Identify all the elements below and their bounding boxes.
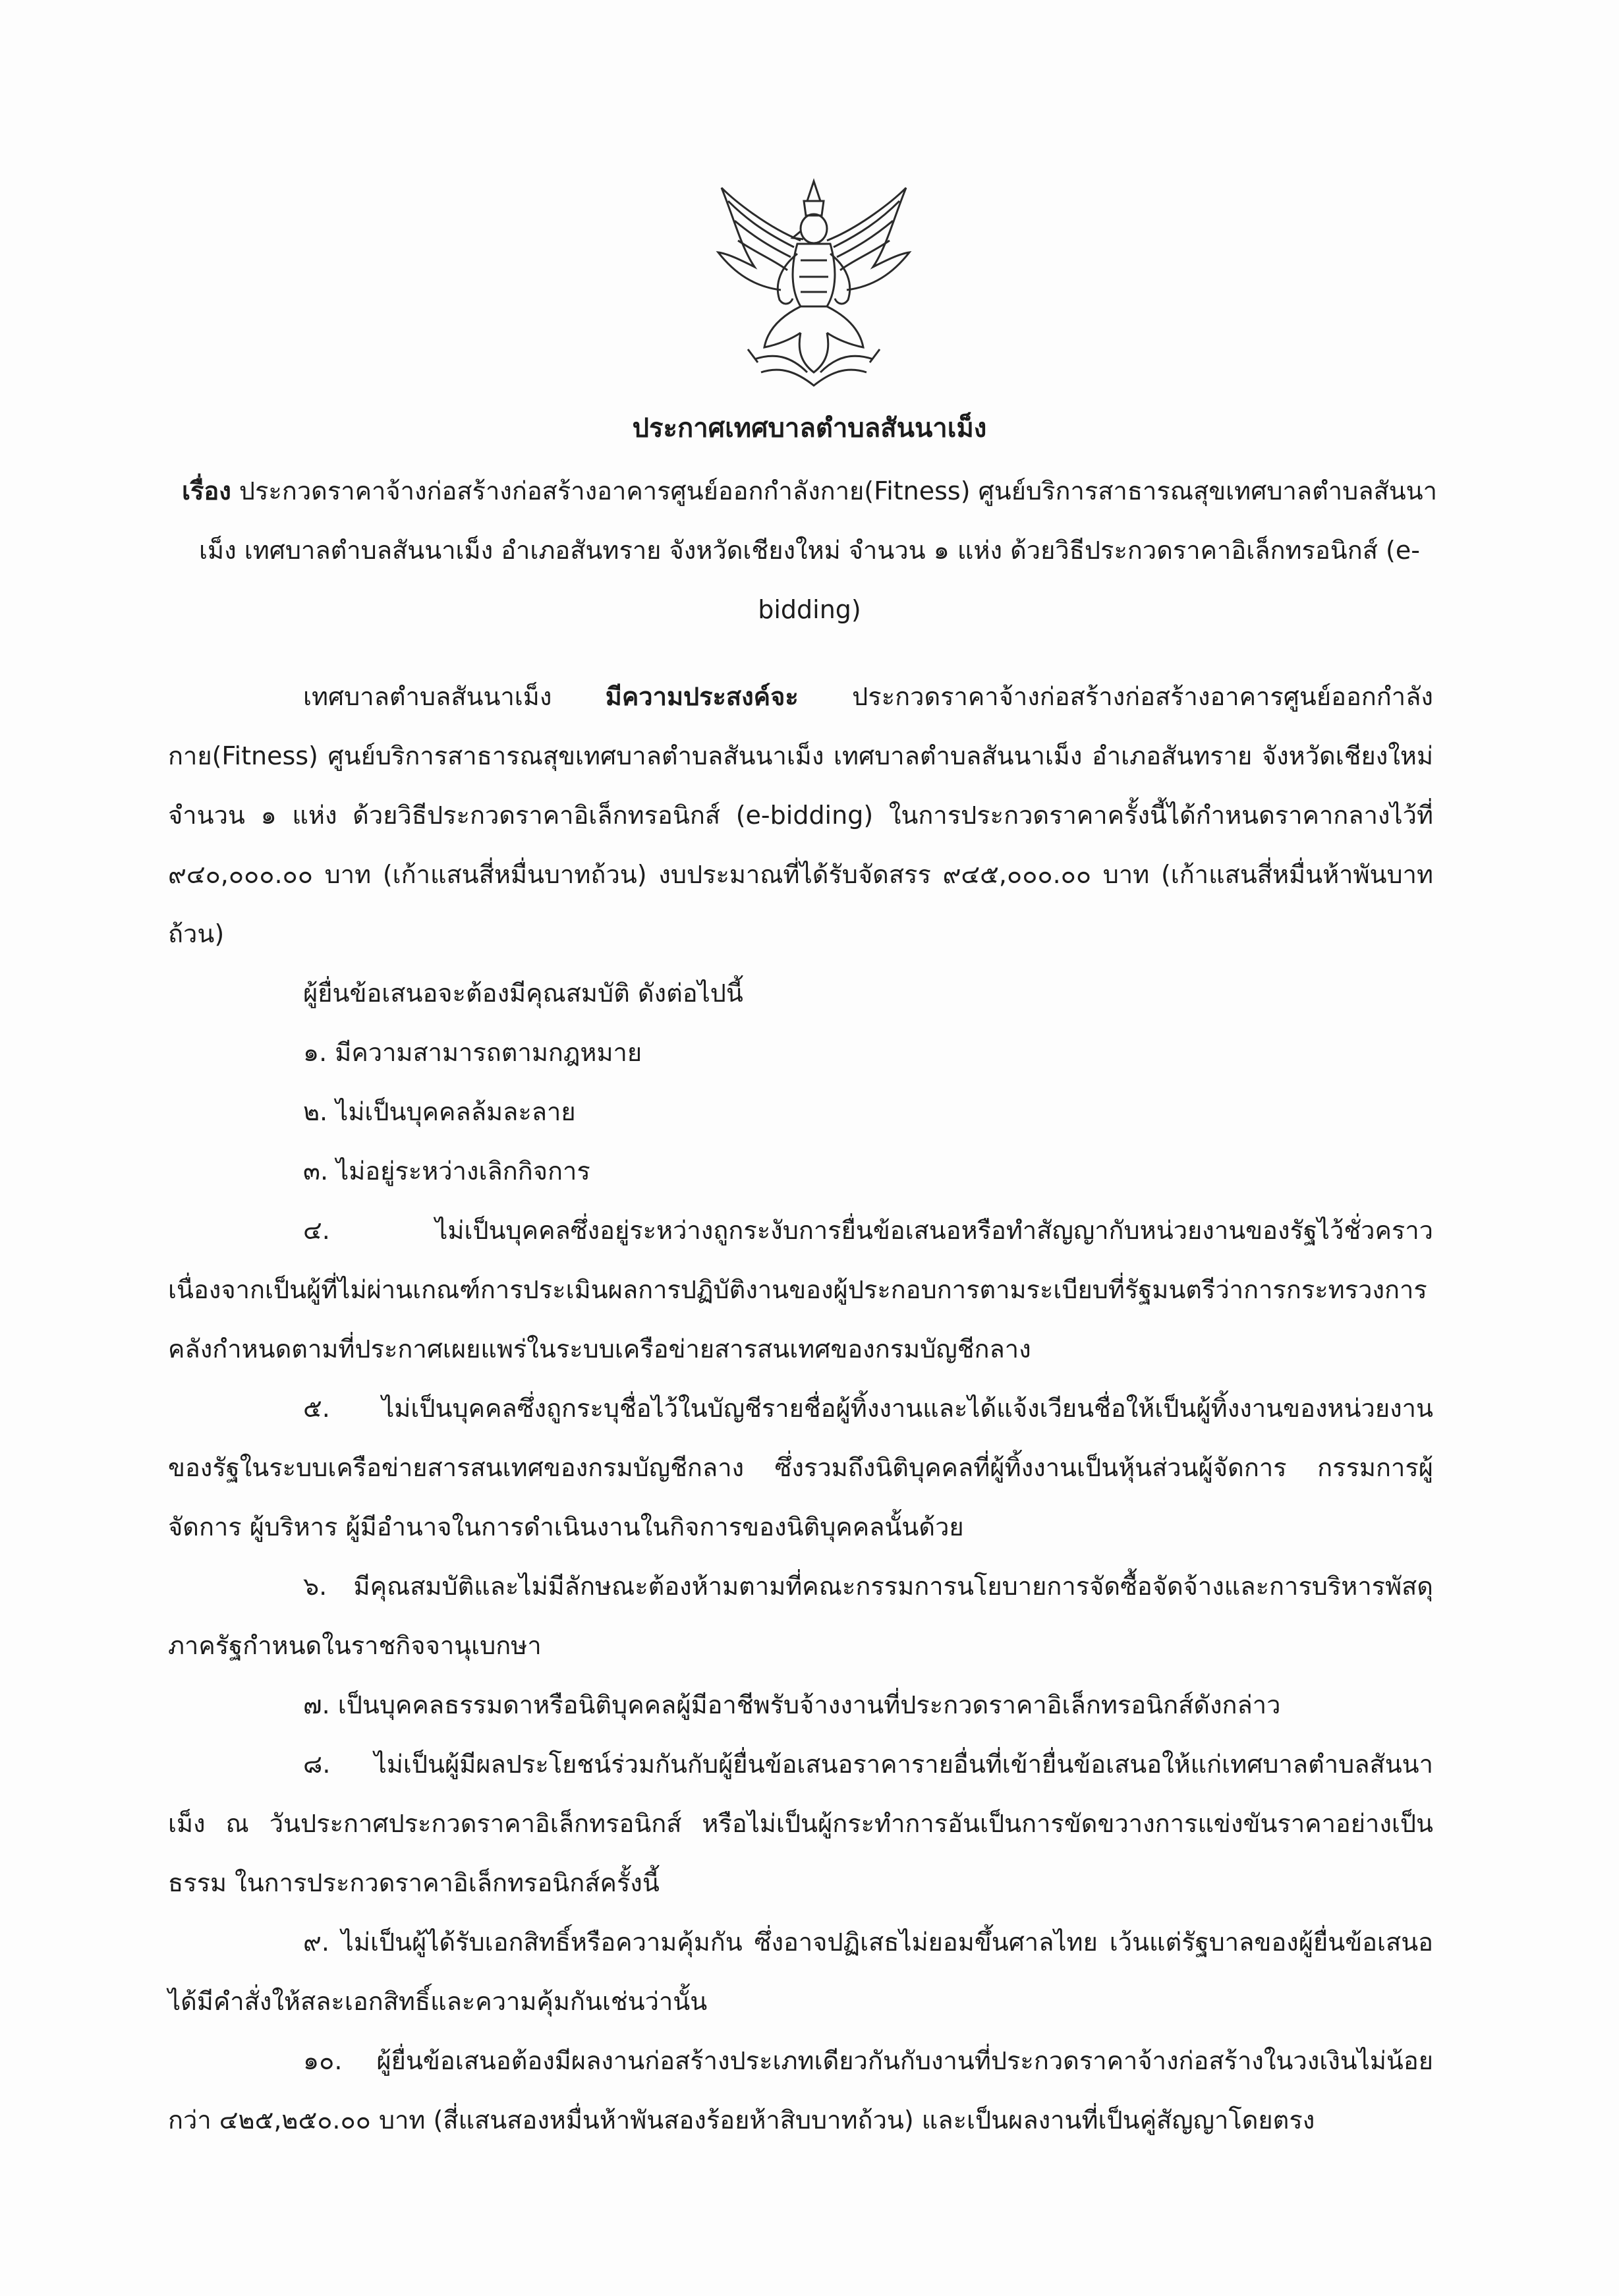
qualification-item-8: ๘. ไม่เป็นผู้มีผลประโยชน์ร่วมกันกับผู้ยื่นข้อเสนอราคารายอื่นที่เข้ายื่นข้อเสนอให้แก่เทศบาลตำบลสันนาเม็ง ณ วันประกาศประกวดราคาอิเล็กทรอนิกส์ หรือไม่เป็นผู้กระทำการอันเป็นการขัดขวางการแข่งขันราคาอย่างเป็นธรรม ในการประกวดราคาอิเล็กทรอนิกส์ครั้งนี้ xyxy=(168,1750,1433,1897)
intro-org: เทศบาลตำบลสันนาเม็ง xyxy=(303,682,552,711)
intro-paragraph xyxy=(168,667,1433,963)
qualification-item-3: ๓. ไม่อยู่ระหว่างเลิกกิจการ xyxy=(303,1157,590,1186)
qualification-item-5: ๕. ไม่เป็นบุคคลซึ่งถูกระบุชื่อไว้ในบัญชีรายชื่อผู้ทิ้งงานและได้แจ้งเวียนชื่อให้เป็นผู้ทิ้งงานของหน่วยงานของรัฐในระบบเครือข่ายสารสนเทศของกรมบัญชีกลาง ซึ่งรวมถึงนิติบุคคลที่ผู้ทิ้งงานเป็นหุ้นส่วนผู้จัดการ กรรมการผู้จัดการ ผู้บริหาร ผู้มีอำนาจในการดำเนินงานในกิจการของนิติบุคคลนั้นด้วย xyxy=(168,1394,1433,1541)
qualifications-heading: ผู้ยื่นข้อเสนอจะต้องมีคุณสมบัติ ดังต่อไปนี้ xyxy=(303,979,743,1008)
qualification-item-1: ๑. มีความสามารถตามกฎหมาย xyxy=(303,1038,642,1067)
qualification-item-7: ๗. เป็นบุคคลธรรมดาหรือนิติบุคคลผู้มีอาชีพรับจ้างงานที่ประกวดราคาอิเล็กทรอนิกส์ดังกล่าว xyxy=(303,1690,1281,1719)
document-subject xyxy=(165,461,1454,639)
document-title: ประกาศเทศบาลตำบลสันนาเม็ง xyxy=(632,413,987,444)
qualification-item-2: ๒. ไม่เป็นบุคคลล้มละลาย xyxy=(303,1097,576,1126)
document-body xyxy=(168,667,1433,2150)
intro-text: ประกวดราคาจ้างก่อสร้างก่อสร้างอาคารศูนย์ออกกำลังกาย(Fitness) ศูนย์บริการสาธารณสุขเทศบาลตำบลสันนาเม็ง เทศบาลตำบลสันนาเม็ง อำเภอสันทราย จังหวัดเชียงใหม่ จำนวน ๑ แห่ง ด้วยวิธีประกวดราคาอิเล็กทรอนิกส์ (e-bidding) ในการประกวดราคาครั้งนี้ได้กำหนดราคากลางไว้ที่ ๙๔๐,๐๐๐.๐๐ บาท (เก้าแสนสี่หมื่นบาทถ้วน) งบประมาณที่ได้รับจัดสรร ๙๔๕,๐๐๐.๐๐ บาท (เก้าแสนสี่หมื่นห้าพันบาทถ้วน) xyxy=(168,682,1433,948)
qualification-item-4: ๔. ไม่เป็นบุคคลซึ่งอยู่ระหว่างถูกระงับการยื่นข้อเสนอหรือทำสัญญากับหน่วยงานของรัฐไว้ชั่วคราว เนื่องจากเป็นผู้ที่ไม่ผ่านเกณฑ์การประเมินผลการปฏิบัติงานของผู้ประกอบการตามระเบียบที่รัฐมนตรีว่าการกระทรวงการคลังกำหนดตามที่ประกาศเผยแพร่ในระบบเครือข่ายสารสนเทศของกรมบัญชีกลาง xyxy=(168,1216,1433,1363)
intro-intent: มีความประสงค์จะ xyxy=(605,682,799,711)
subject-label: เรื่อง xyxy=(182,476,231,505)
garuda-emblem-icon xyxy=(708,175,919,392)
qualification-item-10: ๑๐. ผู้ยื่นข้อเสนอต้องมีผลงานก่อสร้างประเภทเดียวกันกับงานที่ประกวดราคาจ้างก่อสร้างในวงเงินไม่น้อยกว่า ๔๒๕,๒๕๐.๐๐ บาท (สี่แสนสองหมื่นห้าพันสองร้อยห้าสิบบาทถ้วน) และเป็นผลงานที่เป็นคู่สัญญาโดยตรง xyxy=(168,2046,1433,2135)
qualification-item-9: ๙. ไม่เป็นผู้ได้รับเอกสิทธิ์หรือความคุ้มกัน ซึ่งอาจปฏิเสธไม่ยอมขึ้นศาลไทย เว้นแต่รัฐบาลของผู้ยื่นข้อเสนอได้มีคำสั่งให้สละเอกสิทธิ์และความคุ้มกันเช่นว่านั้น xyxy=(168,1928,1433,2016)
qualification-item-6: ๖. มีคุณสมบัติและไม่มีลักษณะต้องห้ามตามที่คณะกรรมการนโยบายการจัดซื้อจัดจ้างและการบริหารพัสดุภาครัฐกำหนดในราชกิจจานุเบกษา xyxy=(168,1572,1433,1660)
subject-text: ประกวดราคาจ้างก่อสร้างก่อสร้างอาคารศูนย์ออกกำลังกาย(Fitness) ศูนย์บริการสาธารณสุขเทศบาลตำบลสันนาเม็ง เทศบาลตำบลสันนาเม็ง อำเภอสันทราย จังหวัดเชียงใหม่ จำนวน ๑ แห่ง ด้วยวิธีประกวดราคาอิเล็กทรอนิกส์ (e-bidding) xyxy=(199,476,1437,624)
